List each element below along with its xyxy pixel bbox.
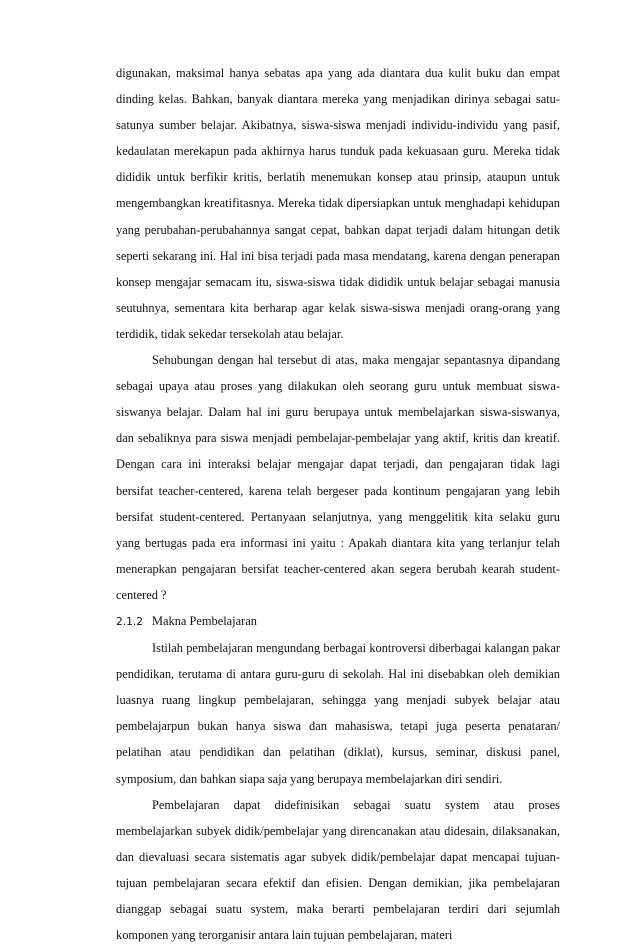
section-paragraph-2: Pembelajaran dapat didefinisikan sebagai suatu system atau proses membelajarkan subyek didik/pembelajar yang direncanakan atau didesain, dilaksanakan, dan dievaluasi secara sistematis agar subyek didik/pembelajar dapat mencapai tujuan-tujuan pembelajaran secara efektif dan efisien. Dengan demikian, jika pembelajaran dianggap sebagai suatu system, maka berarti pembelajaran terdiri dari sejumlah komponen yang terorganisir antara lain tujuan pembelajaran, materi [116, 797, 560, 943]
section-number: 2.1.2 [116, 615, 143, 628]
paragraph-1: digunakan, maksimal hanya sebatas apa yang ada diantara dua kulit buku dan empat dinding kelas. Bahkan, banyak diantara mereka yang menjadikan dirinya sebagai satu-satunya sumber belajar. Akibatnya, siswa-siswa menjadi individu-individu yang pasif, kedaulatan merekapun pada akhirnya harus tunduk pada kekuasaan guru. Mereka tidak dididik untuk berfikir kritis, berlatih menemukan konsep atau prinsip, ataupun untuk mengembangkan kreatifitasnya. Mereka tidak dipersiapkan untuk menghadapi kehidupan yang perubahan-perubahannya sangat cepat, bahkan dapat terjadi dalam hitungan detik seperti sekarang ini. Hal ini bisa terjadi pada masa mendatang, karena dengan penerapan konsep mengajar semacam itu, siswa-siswa tidak dididik untuk belajar sebagai manusia seutuhnya, sementara kita berharap agar kelak siswa-siswa menjadi orang-orang yang terdidik, tidak sekedar tersekolah atau belajar. [116, 66, 560, 341]
section-heading [116, 608, 560, 635]
paragraph-2: Sehubungan dengan hal tersebut di atas, maka mengajar sepantasnya dipandang sebagai upaya atau proses yang dilakukan oleh seorang guru untuk membuat siswa-siswanya belajar. Dalam hal ini guru berupaya untuk membelajarkan siswa-siswanya, dan sebaliknya para siswa menjadi pembelajar-pembelajar yang aktif, kritis dan kreatif. Dengan cara ini interaksi belajar mengajar dapat terjadi, dan pengajaran tidak lagi bersifat teacher-centered, karena telah bergeser pada kontinum pengajaran yang lebih bersifat student-centered. Pertanyaan selanjutnya, yang menggelitik kita selaku guru yang bertugas pada era informasi ini yaitu : Apakah diantara kita yang terlanjur telah menerapkan pengajaran bersifat teacher-centered akan segera berubah kearah student-centered ? [116, 353, 560, 602]
section-title: Makna Pembelajaran [152, 613, 257, 628]
section-paragraph-1: Istilah pembelajaran mengundang berbagai kontroversi diberbagai kalangan pakar pendidikan, terutama di antara guru-guru di sekolah. Hal ini disebabkan oleh demikian luasnya ruang lingkup pembelajaran, sehingga yang menjadi subyek belajar atau pembelajarpun bukan hanya siswa dan mahasiswa, tetapi juga peserta penataran/ pelatihan atau pendidikan dan pelatihan (diklat), kursus, seminar, diskusi panel, symposium, dan bahkan siapa saja yang berupaya membelajarkan diri sendiri. [116, 641, 560, 786]
document-page [116, 60, 560, 948]
